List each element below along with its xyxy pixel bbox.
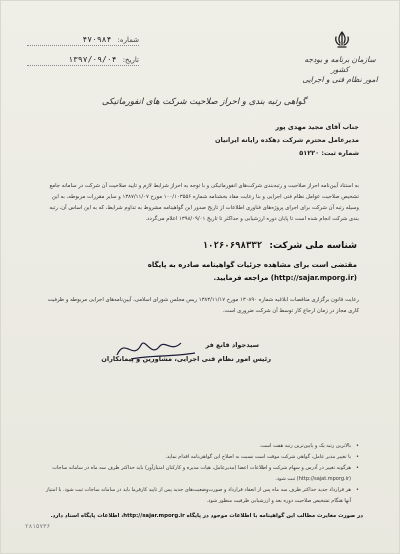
portal-link[interactable]: (http://sajar.mporg.ir) — [270, 274, 357, 282]
body-paragraph: به استناد آیین‌نامه احراز صلاحیت و رتبه‌بندی شرکت‌های انفورماتیکی و با توجه به احراز شرایط لازم و تایید صلاحیت آن شرکت در سامانه جامع تشخیص صلاحیت عوامل نظام فنی اجرایی و بنا رعایت مفاد بخشنامه شماره ۱۰۰/۱۰۳۵۵۶ مورخ ۱۳۸۷/۱۱/۰۷ و سایر مقررات مربوطه، به این وسیله رتبه آن شرکت برای اجرای پروژه‌های فناوری اطلاعات از تاریخ صدور این گواهینامه مشروط به تداوم شرایط، که به این اساس آن، رتبه بندی شرکت انجام شده است تا پایان دوره ارزشیابی و حداکثر تا تاریخ ۱۳۹۸/۰۹/۰۱ اعلام می‌گردد. — [49, 183, 359, 222]
inquiry-line-1: مقتضی است برای مشاهده جزئیات گواهینامه صادره به پایگاه — [147, 261, 357, 269]
national-id — [61, 241, 357, 251]
addressee-position: مدیرعامل محترم شرکت دهکده رایانه ایرانیان — [214, 136, 359, 144]
certificate-title: گواهی رتبه بندی و احراز صلاحیت شرکت های انفورماتیکی — [101, 97, 307, 107]
org-line-2: امور نظام فنی و اجرایی — [302, 75, 378, 84]
note-item: • بالاترین رتبه یک و پایین‌ترین رتبه هفت است. — [45, 441, 359, 452]
letter-number — [27, 35, 139, 44]
signer-name: سیدجواد قانع فر — [205, 341, 259, 349]
registration-number: شماره ثبت: ۵۱۲۲۰ — [299, 149, 359, 157]
note-item: • هر قرارداد جدید حداکثر ظرف سه ماه پس از انعقاد قرارداد و صورت‌وضعیت‌های جدید پس از تایید کارفرما باید در سامانه ساجات ثبت شود. با امتیاز آنها هنگام تشخیص صلاحیت دوره بعد و ارزشیابی ظرفیت منظور شود. — [45, 485, 359, 507]
letter-number-value: ۴۷۰۹۸۴ — [82, 35, 112, 44]
regulation-paragraph: رعایت قانون برگزاری مناقصات ابلاغیه شماره ۱۳۰۸۹۰ مورخ ۱۳۸۳/۱۱/۱۷ ریس مجلس شورای اسلامی، آیین‌نامه‌های اجرایی مربوطه و ظرفیت کاری مجاز در زمان ارجاع کار توسط آن شرکت ضروری است. — [47, 297, 359, 314]
stamp-number: ۲۸۱۵۷۳۶ — [25, 523, 51, 530]
footer-note: در صورت مغایرت مطالب این گواهینامه با اطلاعات موجود در پایگاه http://sajar.mporg.ir، اطلاعات پایگاه اسناد دارد. — [50, 513, 363, 519]
letter-date — [27, 55, 139, 64]
organization-name — [297, 55, 383, 85]
iran-emblem-icon — [307, 31, 377, 49]
signer-title: رئیس امور نظام فنی اجرایی، مشاورین و پیمانکاران — [101, 355, 271, 363]
letter-number-label: شماره: — [117, 36, 139, 44]
org-line-1: سازمان برنامه و بودجه کشور — [304, 55, 376, 74]
note-item: • هرگونه تغییر در آدرس و سهام شرکت و اطلاعات اعضا (مدیرعامل، هیات مدیره و کارکنان امتیازآور) باید حداکثر ظرف سه ماه در سامانه ساجات (http://sajat.mporg.ir) ثبت شود. — [45, 463, 359, 485]
letter-date-label: تاریخ: — [122, 56, 139, 64]
inquiry-line-2: مراجعه فرمایید. — [213, 274, 269, 282]
national-id-value: ۱۰۲۶۰۶۹۸۳۳۲ — [202, 241, 263, 251]
inquiry-instruction — [55, 259, 357, 285]
notes-list — [45, 441, 359, 507]
addressee-block — [139, 121, 359, 160]
note-item: • با تغییر مدیر عامل، گواهی شرکت موقت است نسبت به اصلاح این گواهی‌نامه اقدام نماید. — [45, 452, 359, 463]
addressee-name: جناب آقای مجید مهدی پور — [275, 123, 359, 131]
letter-date-value: ۱۳۹۷/۰۹/۰۴ — [68, 55, 117, 64]
national-id-label: شناسه ملی شرکت: — [269, 241, 357, 251]
